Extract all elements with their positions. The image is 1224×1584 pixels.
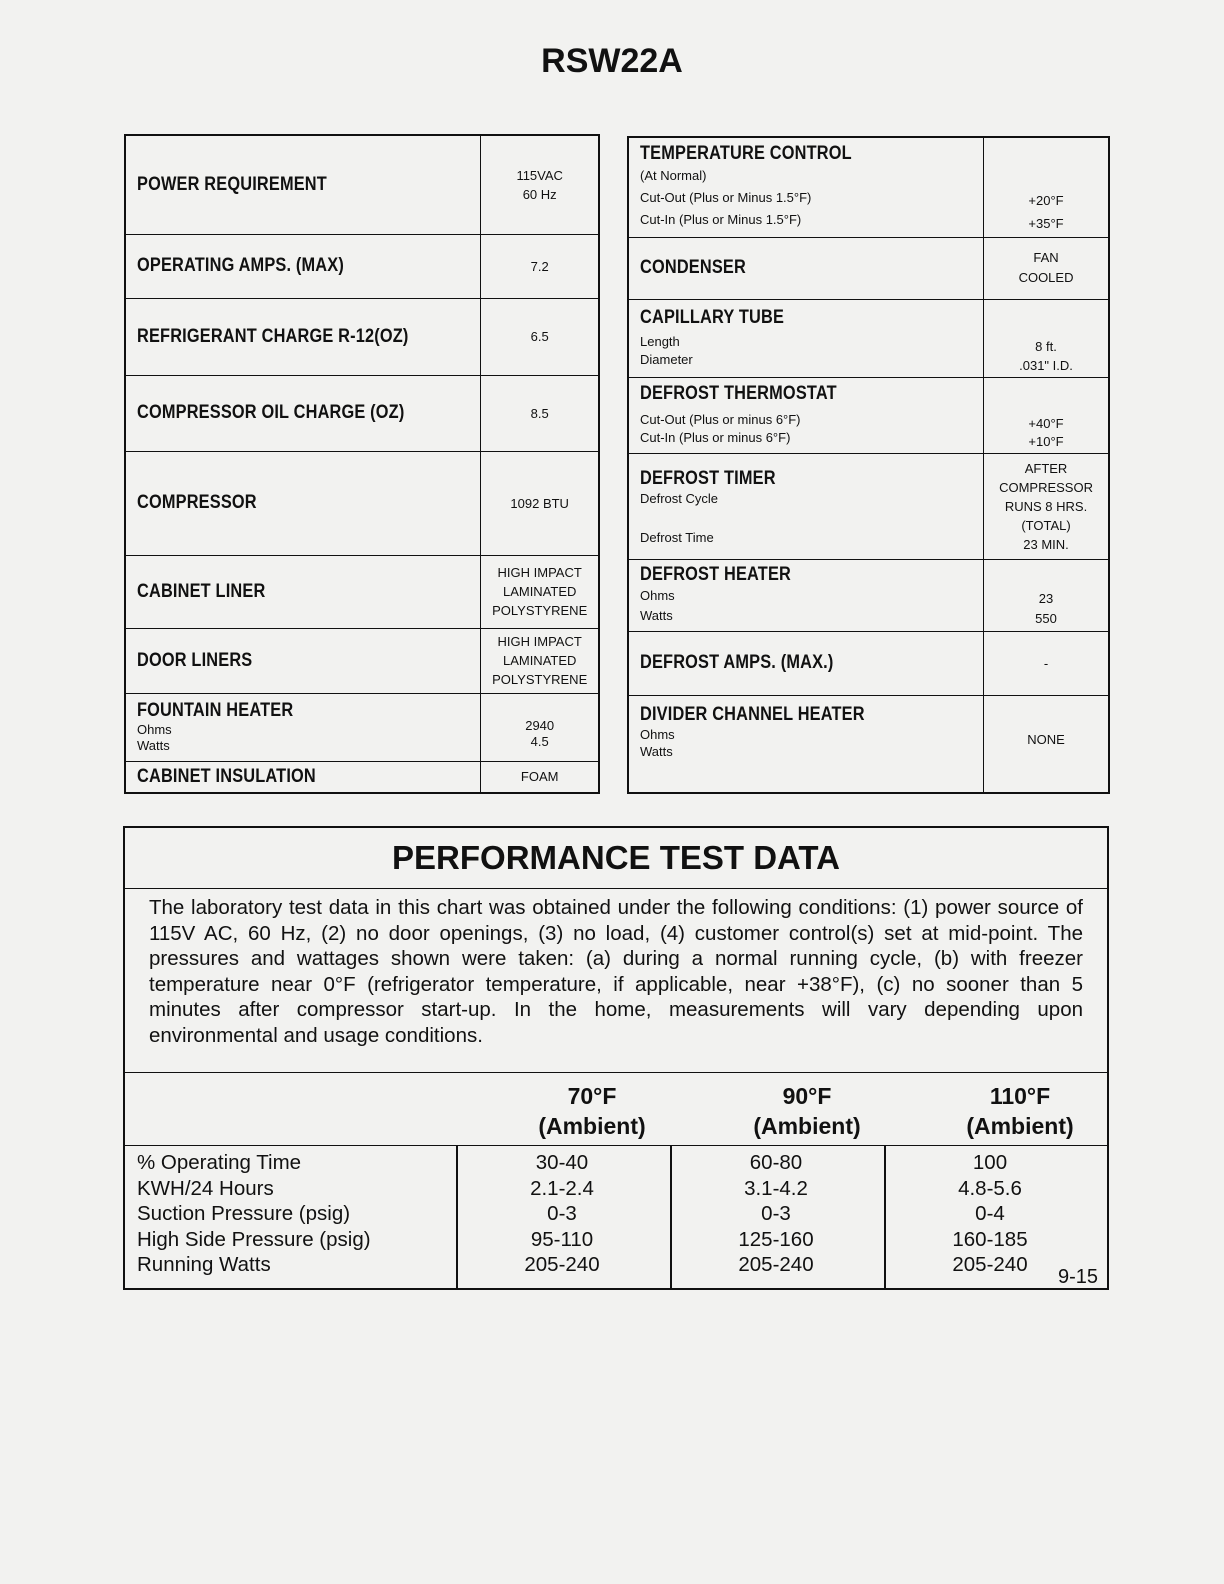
spec-value: RUNS 8 HRS. xyxy=(1004,498,1088,514)
spec-value: 8.5 xyxy=(530,405,549,421)
cell-value: 2.1-2.4 xyxy=(530,1176,594,1200)
row-labels xyxy=(137,1150,371,1278)
right-spec-table xyxy=(627,136,1110,794)
spec-value: 115VAC xyxy=(516,167,563,183)
spec-row-compressor xyxy=(125,451,599,555)
spec-sublabel: Defrost Cycle xyxy=(640,490,719,506)
spec-value: HIGH IMPACT xyxy=(497,634,582,649)
column-divider xyxy=(670,1146,672,1289)
spec-row-refrigerant xyxy=(125,298,599,375)
spec-label: DOOR LINERS xyxy=(137,649,253,671)
spec-value: 7.2 xyxy=(530,258,549,274)
cell-value: 125-160 xyxy=(738,1227,814,1251)
spec-label: REFRIGERANT CHARGE R-12(OZ) xyxy=(137,325,409,347)
spec-label: CONDENSER xyxy=(640,257,746,278)
spec-row-defrost-heater xyxy=(628,559,1109,631)
row-label: Running Watts xyxy=(137,1253,271,1276)
spec-label: COMPRESSOR xyxy=(137,492,257,513)
spec-value: COOLED xyxy=(1018,270,1074,285)
spec-value: (TOTAL) xyxy=(1021,517,1071,533)
spec-row-capillary-tube xyxy=(628,299,1109,377)
spec-value: 23 xyxy=(1038,590,1054,606)
performance-heading: PERFORMANCE TEST DATA xyxy=(125,828,1107,889)
cell-value: 0-3 xyxy=(761,1202,791,1225)
performance-column-headers xyxy=(125,1073,1107,1146)
spec-value: 550 xyxy=(1035,610,1057,626)
spec-value: +40°F xyxy=(1028,415,1064,431)
spec-value: +20°F xyxy=(1028,192,1064,208)
cell-value: 95-110 xyxy=(530,1227,594,1251)
spec-value: - xyxy=(1043,655,1049,671)
cell-value: 0-4 xyxy=(975,1202,1005,1225)
spec-label: DEFROST AMPS. (MAX.) xyxy=(640,652,834,673)
spec-value: 23 MIN. xyxy=(1023,536,1069,552)
cell-value: 205-240 xyxy=(738,1253,814,1276)
column-header-70: 70°F (Ambient) xyxy=(538,1083,646,1139)
spec-sublabel: Watts xyxy=(640,608,673,623)
spec-row-power xyxy=(125,135,599,234)
row-label: KWH/24 Hours xyxy=(137,1176,274,1200)
spec-row-cabinet-liner xyxy=(125,555,599,628)
spec-sublabel: Length xyxy=(640,334,680,349)
spec-sublabel: Diameter xyxy=(640,352,693,367)
spec-label: COMPRESSOR OIL CHARGE (OZ) xyxy=(137,402,405,423)
spec-value: +35°F xyxy=(1028,215,1064,231)
spec-label: TEMPERATURE CONTROL xyxy=(640,143,852,165)
performance-section xyxy=(123,826,1109,1290)
spec-value: FAN xyxy=(1033,250,1059,265)
spec-value: .031" I.D. xyxy=(1019,357,1073,373)
spec-row-condenser xyxy=(628,237,1109,299)
spec-sublabel: Cut-Out (Plus or Minus 1.5°F) xyxy=(640,190,812,206)
spec-label: DIVIDER CHANNEL HEATER xyxy=(640,703,865,725)
column-90-values xyxy=(676,1150,876,1278)
page-number: 9-15 xyxy=(1058,1266,1099,1288)
row-label: Suction Pressure (psig) xyxy=(137,1202,351,1225)
spec-value: POLYSTYRENE xyxy=(492,603,588,618)
column-110-values xyxy=(890,1150,1090,1278)
performance-rows xyxy=(125,1146,1107,1289)
cell-value: 3.1-4.2 xyxy=(744,1176,808,1200)
spec-row-divider-channel-heater xyxy=(628,695,1109,793)
spec-value: 1092 BTU xyxy=(510,495,569,511)
spec-label: DEFROST TIMER xyxy=(640,467,776,489)
spec-label: CABINET INSULATION xyxy=(137,765,316,787)
cell-value: 0-3 xyxy=(547,1202,577,1225)
spec-label: POWER REQUIREMENT xyxy=(137,173,327,195)
spec-value: LAMINATED xyxy=(502,584,577,599)
spec-label: CAPILLARY TUBE xyxy=(640,307,785,328)
spec-value: LAMINATED xyxy=(502,653,577,668)
spec-sublabel: Cut-In (Plus or Minus 1.5°F) xyxy=(640,212,802,228)
spec-label: DEFROST THERMOSTAT xyxy=(640,383,837,404)
spec-value: NONE xyxy=(1027,731,1065,747)
spec-value: 6.5 xyxy=(530,329,549,344)
spec-sublabel: Defrost Time xyxy=(640,529,714,545)
cell-value: 100 xyxy=(972,1151,1008,1174)
cell-value: 160-185 xyxy=(952,1227,1028,1251)
spec-row-temperature-control xyxy=(628,137,1109,237)
performance-description: The laboratory test data in this chart was obtained under the following conditions: (1) power source of 115V AC, 60 Hz, (2) no door openings, (3) no load, (4) customer control(s) set at mid-point. The pressures and wattages shown were taken: (a) during a normal running cycle, (b) with freezer temperature near 0°F (refrigerator temperature, if applicable, near +38°F), (c) no sooner than 5 minutes after compressor start-up. In the home, measurements will vary depending upon environmental and usage conditions. xyxy=(125,889,1107,1073)
spec-value: HIGH IMPACT xyxy=(497,565,582,580)
cell-value: 30-40 xyxy=(535,1151,589,1174)
column-divider xyxy=(456,1146,458,1289)
spec-row-fountain-heater xyxy=(125,693,599,761)
column-header-110: 110°F (Ambient) xyxy=(966,1083,1074,1139)
row-label: % Operating Time xyxy=(137,1151,302,1174)
spec-sublabel: Cut-In (Plus or minus 6°F) xyxy=(640,430,791,445)
spec-sublabel: Cut-Out (Plus or minus 6°F) xyxy=(640,412,801,427)
spec-sublabel: Watts xyxy=(137,738,170,753)
spec-value: 8 ft. xyxy=(1035,338,1057,354)
spec-row-defrost-amps xyxy=(628,631,1109,695)
spec-value: 4.5 xyxy=(530,734,549,749)
column-70-values xyxy=(462,1150,662,1278)
spec-row-defrost-timer xyxy=(628,453,1109,559)
spec-row-cabinet-insulation xyxy=(125,761,599,793)
spec-sublabel: (At Normal) xyxy=(640,168,707,184)
column-header-90: 90°F (Ambient) xyxy=(753,1083,861,1139)
spec-value: +10°F xyxy=(1028,433,1064,449)
row-label: High Side Pressure (psig) xyxy=(137,1227,371,1251)
spec-row-defrost-thermostat xyxy=(628,377,1109,453)
spec-value: FOAM xyxy=(520,769,559,785)
left-spec-table xyxy=(124,134,600,794)
spec-sublabel: Ohms xyxy=(137,722,172,737)
spec-sublabel: Ohms xyxy=(640,588,675,603)
spec-value: 2940 xyxy=(525,718,555,733)
cell-value: 205-240 xyxy=(952,1253,1028,1276)
spec-label: CABINET LINER xyxy=(137,580,266,602)
column-divider xyxy=(884,1146,886,1289)
spec-value: POLYSTYRENE xyxy=(492,672,588,687)
page-title: RSW22A xyxy=(541,42,683,80)
spec-value: 60 Hz xyxy=(522,186,557,202)
cell-value: 60-80 xyxy=(749,1151,803,1174)
spec-row-oil-charge xyxy=(125,375,599,451)
cell-value: 205-240 xyxy=(524,1253,600,1276)
spec-row-door-liners xyxy=(125,628,599,693)
spec-sublabel: Ohms xyxy=(640,726,675,742)
spec-label: OPERATING AMPS. (MAX) xyxy=(137,255,344,276)
spec-value: COMPRESSOR xyxy=(999,479,1093,495)
spec-row-operating-amps xyxy=(125,234,599,298)
spec-value: AFTER xyxy=(1024,460,1068,476)
spec-label: FOUNTAIN HEATER xyxy=(137,700,294,721)
spec-sublabel: Watts xyxy=(640,743,673,759)
cell-value: 4.8-5.6 xyxy=(958,1176,1022,1200)
spec-label: DEFROST HEATER xyxy=(640,564,791,585)
